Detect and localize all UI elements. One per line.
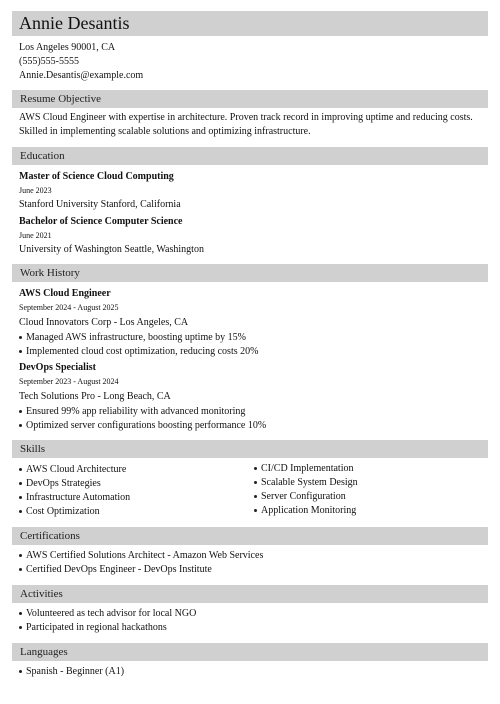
name-header-bar [12,11,488,36]
list-item: CI/CD Implementation [261,463,354,474]
section-header-activities [12,585,488,603]
section-title: Skills [20,443,46,455]
address: Los Angeles 90001, CA [19,42,116,53]
section-header-education [12,147,488,165]
candidate-name: Annie Desantis [19,13,130,33]
list-item: Server Configuration [261,491,346,502]
degree-title: Master of Science Cloud Computing [19,171,174,182]
job-dates: September 2023 - August 2024 [19,377,119,386]
list-item: Implemented cloud cost optimization, reducing costs 20% [26,346,259,357]
section-title: Activities [20,588,63,600]
list-item: Ensured 99% app reliability with advanced monitoring [26,406,246,417]
section-title: Resume Objective [20,93,101,105]
list-item: Spanish - Beginner (A1) [26,666,125,677]
job-title: DevOps Specialist [19,362,96,373]
objective-text: AWS Cloud Engineer with expertise in architecture. Proven track record in improving uptime and reducing costs. Skilled in implementing scalable solutions and optimizing infrastructure. [19,112,473,137]
section-header-certifications [12,527,488,545]
section-title: Certifications [20,530,80,542]
degree-title: Bachelor of Science Computer Science [19,216,183,227]
section-title: Education [20,150,65,162]
list-item: Volunteered as tech advisor for local NGO [26,608,197,619]
list-item: Optimized server configurations boosting performance 10% [26,420,267,431]
list-item: AWS Cloud Architecture [26,464,127,475]
school-name: Stanford University Stanford, California [19,199,181,210]
job-dates: September 2024 - August 2025 [19,303,119,312]
company: Cloud Innovators Corp - Los Angeles, CA [19,317,189,328]
section-title: Languages [20,646,68,658]
list-item: Infrastructure Automation [26,492,131,503]
list-item: DevOps Strategies [26,478,101,489]
list-item: Application Monitoring [261,505,357,516]
degree-date: June 2021 [19,231,52,240]
phone: (555)555-5555 [19,56,79,67]
degree-date: June 2023 [19,186,52,195]
section-header-objective [12,90,488,108]
school-name: University of Washington Seattle, Washington [19,244,204,255]
list-item: Certified DevOps Engineer - DevOps Institute [26,564,212,575]
section-header-work-history [12,264,488,282]
list-item: Managed AWS infrastructure, boosting uptime by 15% [26,332,246,343]
list-item: Cost Optimization [26,506,100,517]
section-header-languages [12,643,488,661]
section-title: Work History [20,267,80,279]
email: Annie.Desantis@example.com [19,70,144,81]
list-item: AWS Certified Solutions Architect - Amazon Web Services [26,550,264,561]
list-item: Scalable System Design [261,477,358,488]
job-title: AWS Cloud Engineer [19,288,111,299]
company: Tech Solutions Pro - Long Beach, CA [19,391,171,402]
section-header-skills [12,440,488,458]
list-item: Participated in regional hackathons [26,622,167,633]
